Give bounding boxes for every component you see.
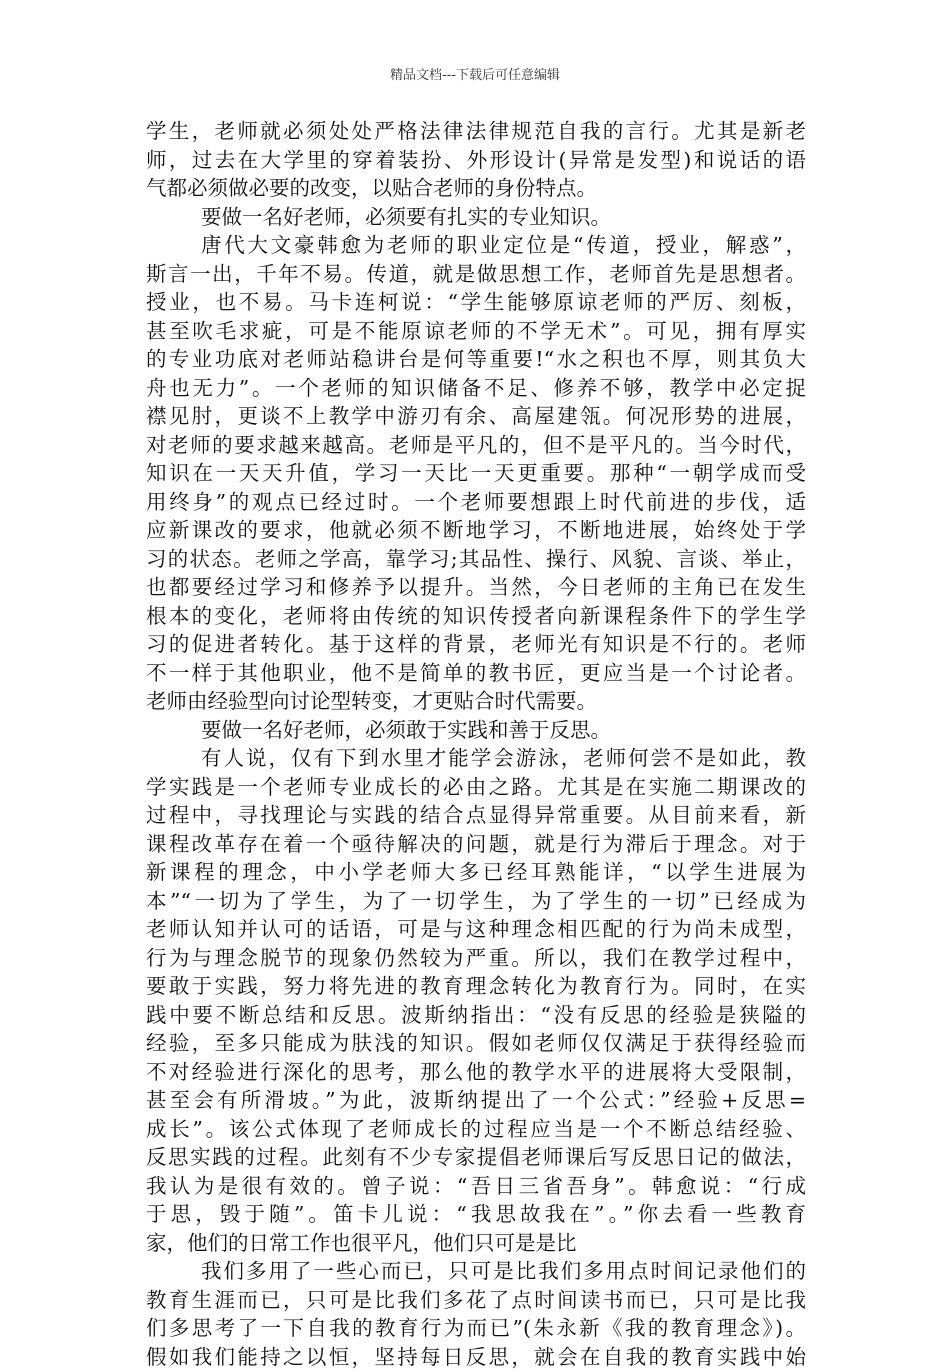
text-line: 要敢于实践，努力将先进的教育理念转化为教育行为。同时，在实 — [146, 972, 806, 1001]
text-line: 践中要不断总结和反思。波斯纳指出：“没有反思的经验是狭隘的 — [146, 1001, 806, 1030]
text-line: 也都要经过学习和修养予以提升。当然，今日老师的主角已在发生 — [146, 573, 806, 602]
text-line: 气都必须做必要的改变，以贴合老师的身份特点。 — [146, 174, 806, 203]
text-line: 成长”。该公式体现了老师成长的过程应当是一个不断总结经验、 — [146, 1115, 806, 1144]
text-line: 家，他们的日常工作也很平凡，他们只可是是比 — [146, 1229, 806, 1258]
text-line: 经验，至多只能成为肤浅的知识。假如老师仅仅满足于获得经验而 — [146, 1029, 806, 1058]
text-line: 不对经验进行深化的思考，那么他的教学水平的进展将大受限制， — [146, 1058, 806, 1087]
text-line: 不一样于其他职业，他不是简单的教书匠，更应当是一个讨论者。 — [146, 659, 806, 688]
text-line: 新课程的理念，中小学老师大多已经耳熟能详，“以学生进展为 — [146, 858, 806, 887]
text-line: 应新课改的要求，他就必须不断地学习，不断地进展，始终处于学 — [146, 516, 806, 545]
text-line: 对老师的要求越来越高。老师是平凡的，但不是平凡的。当今时代， — [146, 431, 806, 460]
text-line: 行为与理念脱节的现象仍然较为严重。所以，我们在教学过程中， — [146, 944, 806, 973]
text-line: 的专业功底对老师站稳讲台是何等重要!“水之积也不厚，则其负大 — [146, 345, 806, 374]
text-line: 甚至吹毛求疵，可是不能原谅老师的不学无术”。可见，拥有厚实 — [146, 317, 806, 346]
text-line: 有人说，仅有下到水里才能学会游泳，老师何尝不是如此，教 — [146, 744, 806, 773]
text-line: 舟也无力”。一个老师的知识储备不足、修养不够，教学中必定捉 — [146, 374, 806, 403]
text-line: 习的促进者转化。基于这样的背景，老师光有知识是不行的。老师 — [146, 630, 806, 659]
text-line: 要做一名好老师，必须敢于实践和善于反思。 — [146, 716, 806, 745]
text-line: 要做一名好老师，必须要有扎实的专业知识。 — [146, 203, 806, 232]
text-line: 甚至会有所滑坡。”为此，波斯纳提出了一个公式：”经验+反思= — [146, 1086, 806, 1115]
text-line: 师，过去在大学里的穿着装扮、外形设计(异常是发型)和说话的语 — [146, 146, 806, 175]
text-line: 学生，老师就必须处处严格法律法律规范自我的言行。尤其是新老 — [146, 117, 806, 146]
text-line: 本”“一切为了学生，为了一切学生，为了学生的一切”已经成为 — [146, 887, 806, 916]
text-line: 课程改革存在着一个亟待解决的问题，就是行为滞后于理念。对于 — [146, 830, 806, 859]
text-line: 教育生涯而已，只可是比我们多花了点时间读书而已，只可是比我 — [146, 1286, 806, 1315]
text-line: 授业，也不易。马卡连柯说：“学生能够原谅老师的严厉、刻板， — [146, 288, 806, 317]
text-line: 反思实践的过程。此刻有不少专家提倡老师课后写反思日记的做法， — [146, 1143, 806, 1172]
text-line: 斯言一出，千年不易。传道，就是做思想工作，老师首先是思想者。 — [146, 260, 806, 289]
text-line: 于思，毁于随”。笛卡儿说：“我思故我在”。”你去看一些教育 — [146, 1200, 806, 1229]
text-line: 老师由经验型向讨论型转变，才更贴合时代需要。 — [146, 687, 806, 716]
text-line: 襟见肘，更谈不上教学中游刃有余、高屋建瓴。何况形势的进展， — [146, 402, 806, 431]
document-body — [146, 117, 806, 1371]
text-line: 过程中，寻找理论与实践的结合点显得异常重要。从目前来看，新 — [146, 801, 806, 830]
text-line: 唐代大文豪韩愈为老师的职业定位是“传道，授业，解惑”， — [146, 231, 806, 260]
text-line: 我们多用了一些心而已，只可是比我们多用点时间记录他们的 — [146, 1257, 806, 1286]
text-line: 习的状态。老师之学高，靠学习;其品性、操行、风貌、言谈、举止， — [146, 545, 806, 574]
text-line: 们多思考了一下自我的教育行为而已”(朱永新《我的教育理念》)。 — [146, 1314, 806, 1343]
text-line: 学实践是一个老师专业成长的必由之路。尤其是在实施二期课改的 — [146, 773, 806, 802]
text-line: 假如我们能持之以恒，坚持每日反思，就会在自我的教育实践中始 — [146, 1343, 806, 1371]
text-line: 老师认知并认可的话语，可是与这种理念相匹配的行为尚未成型， — [146, 915, 806, 944]
text-line: 用终身”的观点已经过时。一个老师要想跟上时代前进的步伐，适 — [146, 488, 806, 517]
page-header: 精品文档---下载后可任意编辑 — [0, 64, 950, 83]
text-line: 知识在一天天升值，学习一天比一天更重要。那种“一朝学成而受 — [146, 459, 806, 488]
text-line: 根本的变化，老师将由传统的知识传授者向新课程条件下的学生学 — [146, 602, 806, 631]
text-line: 我认为是很有效的。曾子说：“吾日三省吾身”。韩愈说：“行成 — [146, 1172, 806, 1201]
